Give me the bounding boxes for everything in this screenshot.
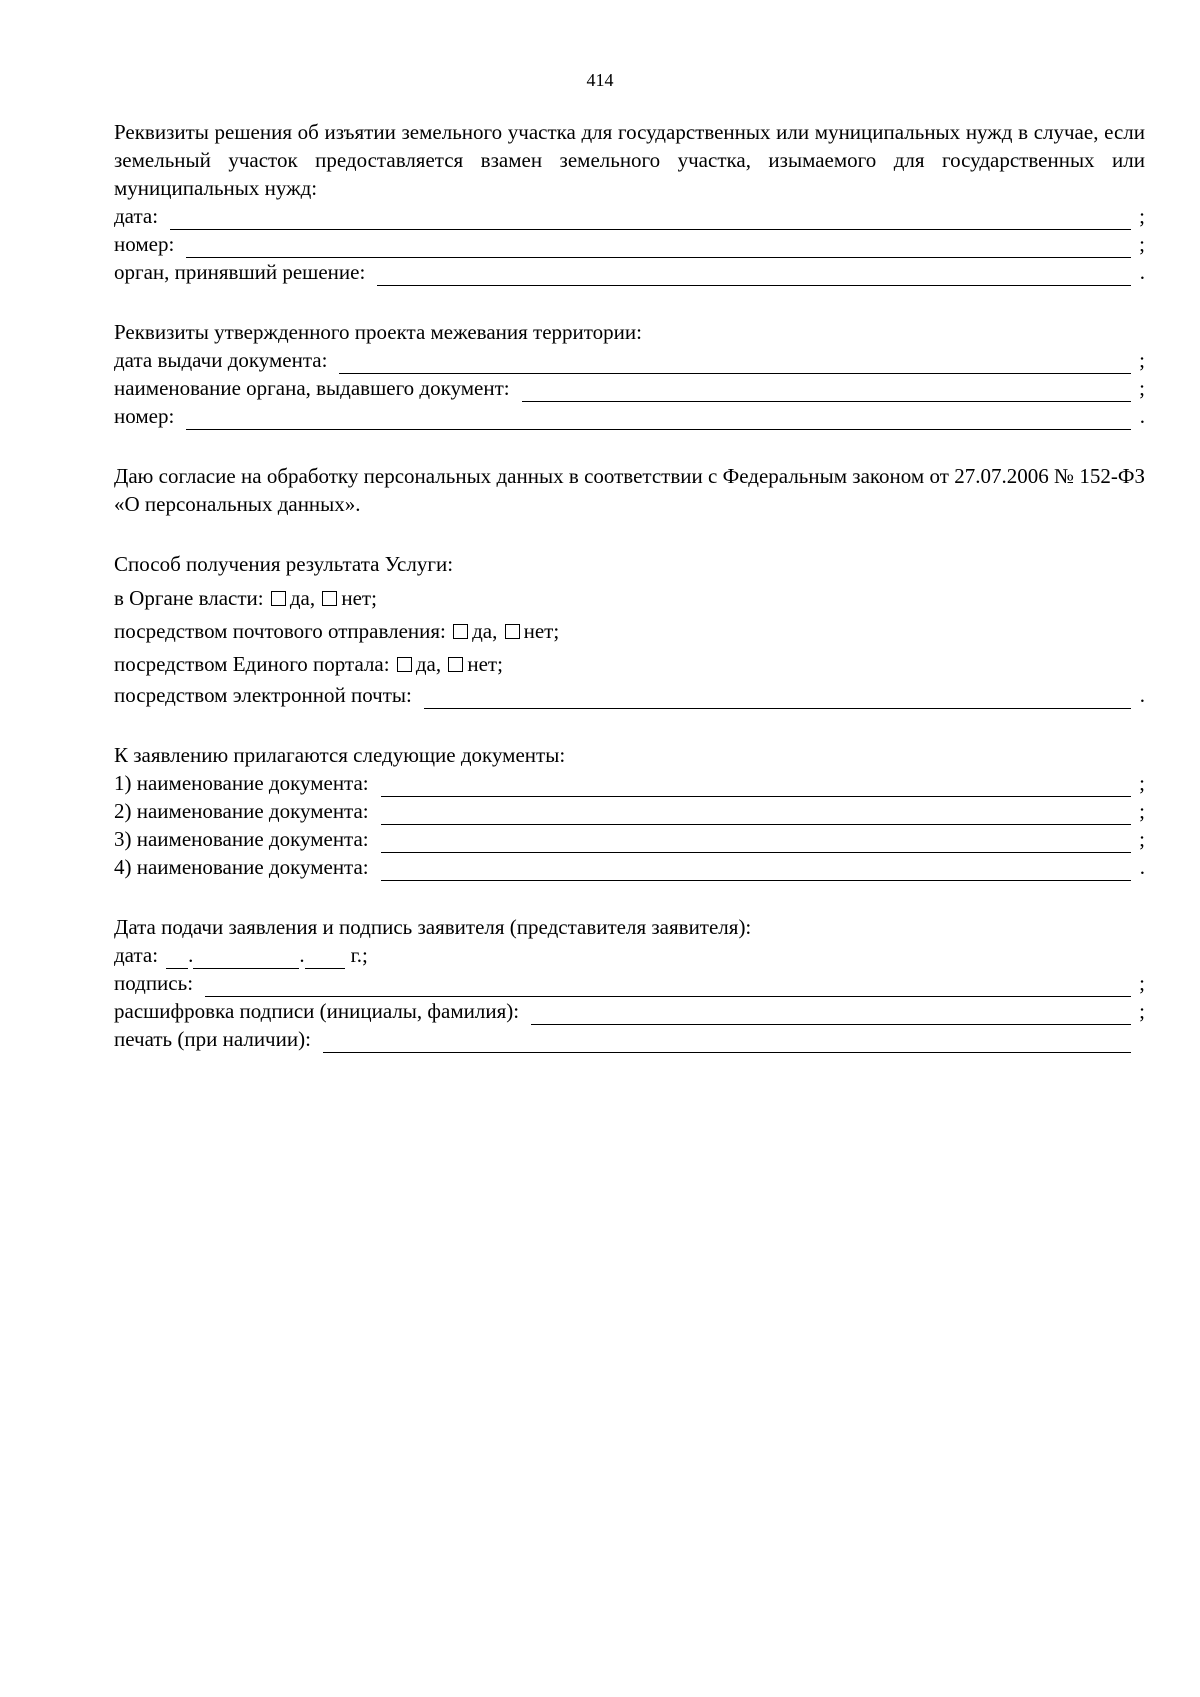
checkbox-yes[interactable] <box>453 624 468 639</box>
field-label: номер: <box>114 232 175 256</box>
field-punct: . <box>1139 855 1145 879</box>
seizure-number-blank[interactable] <box>186 236 1131 258</box>
no-label: нет; <box>523 619 560 643</box>
attachment-4-blank[interactable] <box>381 859 1131 881</box>
field-label: печать (при наличии): <box>114 1027 311 1051</box>
seizure-date-field <box>114 202 1145 230</box>
option-label: в Органе власти: <box>114 586 264 610</box>
option-authority <box>114 582 1145 615</box>
option-portal <box>114 648 1145 681</box>
attachment-1-blank[interactable] <box>381 775 1131 797</box>
field-punct: . <box>1139 404 1145 428</box>
checkbox-yes[interactable] <box>271 591 286 606</box>
survey-number-field <box>114 402 1145 430</box>
date-month-blank[interactable] <box>193 947 299 969</box>
signature-decoding-blank[interactable] <box>531 1003 1131 1025</box>
field-label: 4) наименование документа: <box>114 855 369 879</box>
field-label: расшифровка подписи (инициалы, фамилия): <box>114 999 520 1023</box>
survey-issuer-blank[interactable] <box>522 380 1131 402</box>
yes-label: да, <box>472 619 498 643</box>
field-punct: ; <box>1139 348 1145 372</box>
field-label: дата выдачи документа: <box>114 348 328 372</box>
seizure-number-field <box>114 230 1145 258</box>
field-label: номер: <box>114 404 175 428</box>
field-punct: ; <box>1139 827 1145 851</box>
field-label: наименование органа, выдавшего документ: <box>114 376 510 400</box>
attachment-2-field <box>114 797 1145 825</box>
field-punct: ; <box>1139 204 1145 228</box>
no-label: нет; <box>467 652 503 676</box>
date-suffix: г.; <box>350 943 368 967</box>
field-label: подпись: <box>114 971 194 995</box>
attachment-1-field <box>114 769 1145 797</box>
field-label: орган, принявший решение: <box>114 260 366 284</box>
option-label: посредством почтового отправления: <box>114 619 446 643</box>
signature-field <box>114 969 1145 997</box>
date-sep: . <box>188 943 194 967</box>
field-punct: ; <box>1139 971 1145 995</box>
option-post <box>114 615 1145 648</box>
field-punct: . <box>1139 260 1145 284</box>
no-label: нет; <box>341 586 377 610</box>
field-punct: ; <box>1139 771 1145 795</box>
page-number: 414 <box>586 70 614 90</box>
date-sep: . <box>299 943 305 967</box>
survey-issue-date-blank[interactable] <box>339 352 1131 374</box>
checkbox-yes[interactable] <box>397 657 412 672</box>
checkbox-no[interactable] <box>505 624 520 639</box>
field-label: 3) наименование документа: <box>114 827 369 851</box>
field-label: 2) наименование документа: <box>114 799 369 823</box>
survey-issuer-field <box>114 374 1145 402</box>
attachments-title: К заявлению прилагаются следующие документы: <box>114 743 566 767</box>
field-punct: ; <box>1139 999 1145 1023</box>
option-label: посредством Единого портала: <box>114 652 390 676</box>
signature-blank[interactable] <box>205 975 1131 997</box>
field-punct: ; <box>1139 232 1145 256</box>
attachment-3-field <box>114 825 1145 853</box>
yes-label: да, <box>289 586 316 610</box>
signature-decoding-field <box>114 997 1145 1025</box>
attachment-3-blank[interactable] <box>381 831 1131 853</box>
field-label: дата: <box>114 204 159 228</box>
seizure-date-blank[interactable] <box>170 208 1131 230</box>
date-year-blank[interactable] <box>305 947 345 969</box>
date-day-blank[interactable] <box>166 947 188 969</box>
date-label: дата: <box>114 943 159 967</box>
field-label: посредством электронной почты: <box>114 683 412 707</box>
stamp-blank[interactable] <box>323 1031 1131 1053</box>
stamp-field <box>114 1025 1145 1053</box>
form-content <box>114 118 1145 1053</box>
field-label: 1) наименование документа: <box>114 771 369 795</box>
option-email-field <box>114 681 1145 709</box>
seizure-authority-field <box>114 258 1145 286</box>
seizure-authority-blank[interactable] <box>377 264 1131 286</box>
attachment-4-field <box>114 853 1145 881</box>
yes-label: да, <box>415 652 442 676</box>
checkbox-no[interactable] <box>448 657 463 672</box>
submission-date-field <box>114 941 1145 969</box>
survey-issue-date-field <box>114 346 1145 374</box>
personal-data-consent: Даю согласие на обработку персональных данных в соответствии с Федеральным законом от 27.07.2006 № 152-ФЗ «О персональных данных». <box>114 464 1145 516</box>
survey-number-blank[interactable] <box>186 408 1131 430</box>
checkbox-no[interactable] <box>322 591 337 606</box>
email-blank[interactable] <box>424 687 1131 709</box>
result-method-title: Способ получения результата Услуги: <box>114 552 454 576</box>
field-punct: ; <box>1139 376 1145 400</box>
survey-project-title: Реквизиты утвержденного проекта межевания территории: <box>114 320 642 344</box>
field-punct: . <box>1139 683 1145 707</box>
attachment-2-blank[interactable] <box>381 803 1131 825</box>
submission-title: Дата подачи заявления и подпись заявителя (представителя заявителя): <box>114 915 752 939</box>
seizure-decision-intro: Реквизиты решения об изъятии земельного участка для государственных или муниципальных нужд в случае, если земельный участок предоставляется взамен земельного участка, изымаемого для государственных или муниципальных нужд: <box>114 120 1145 200</box>
field-punct: ; <box>1139 799 1145 823</box>
